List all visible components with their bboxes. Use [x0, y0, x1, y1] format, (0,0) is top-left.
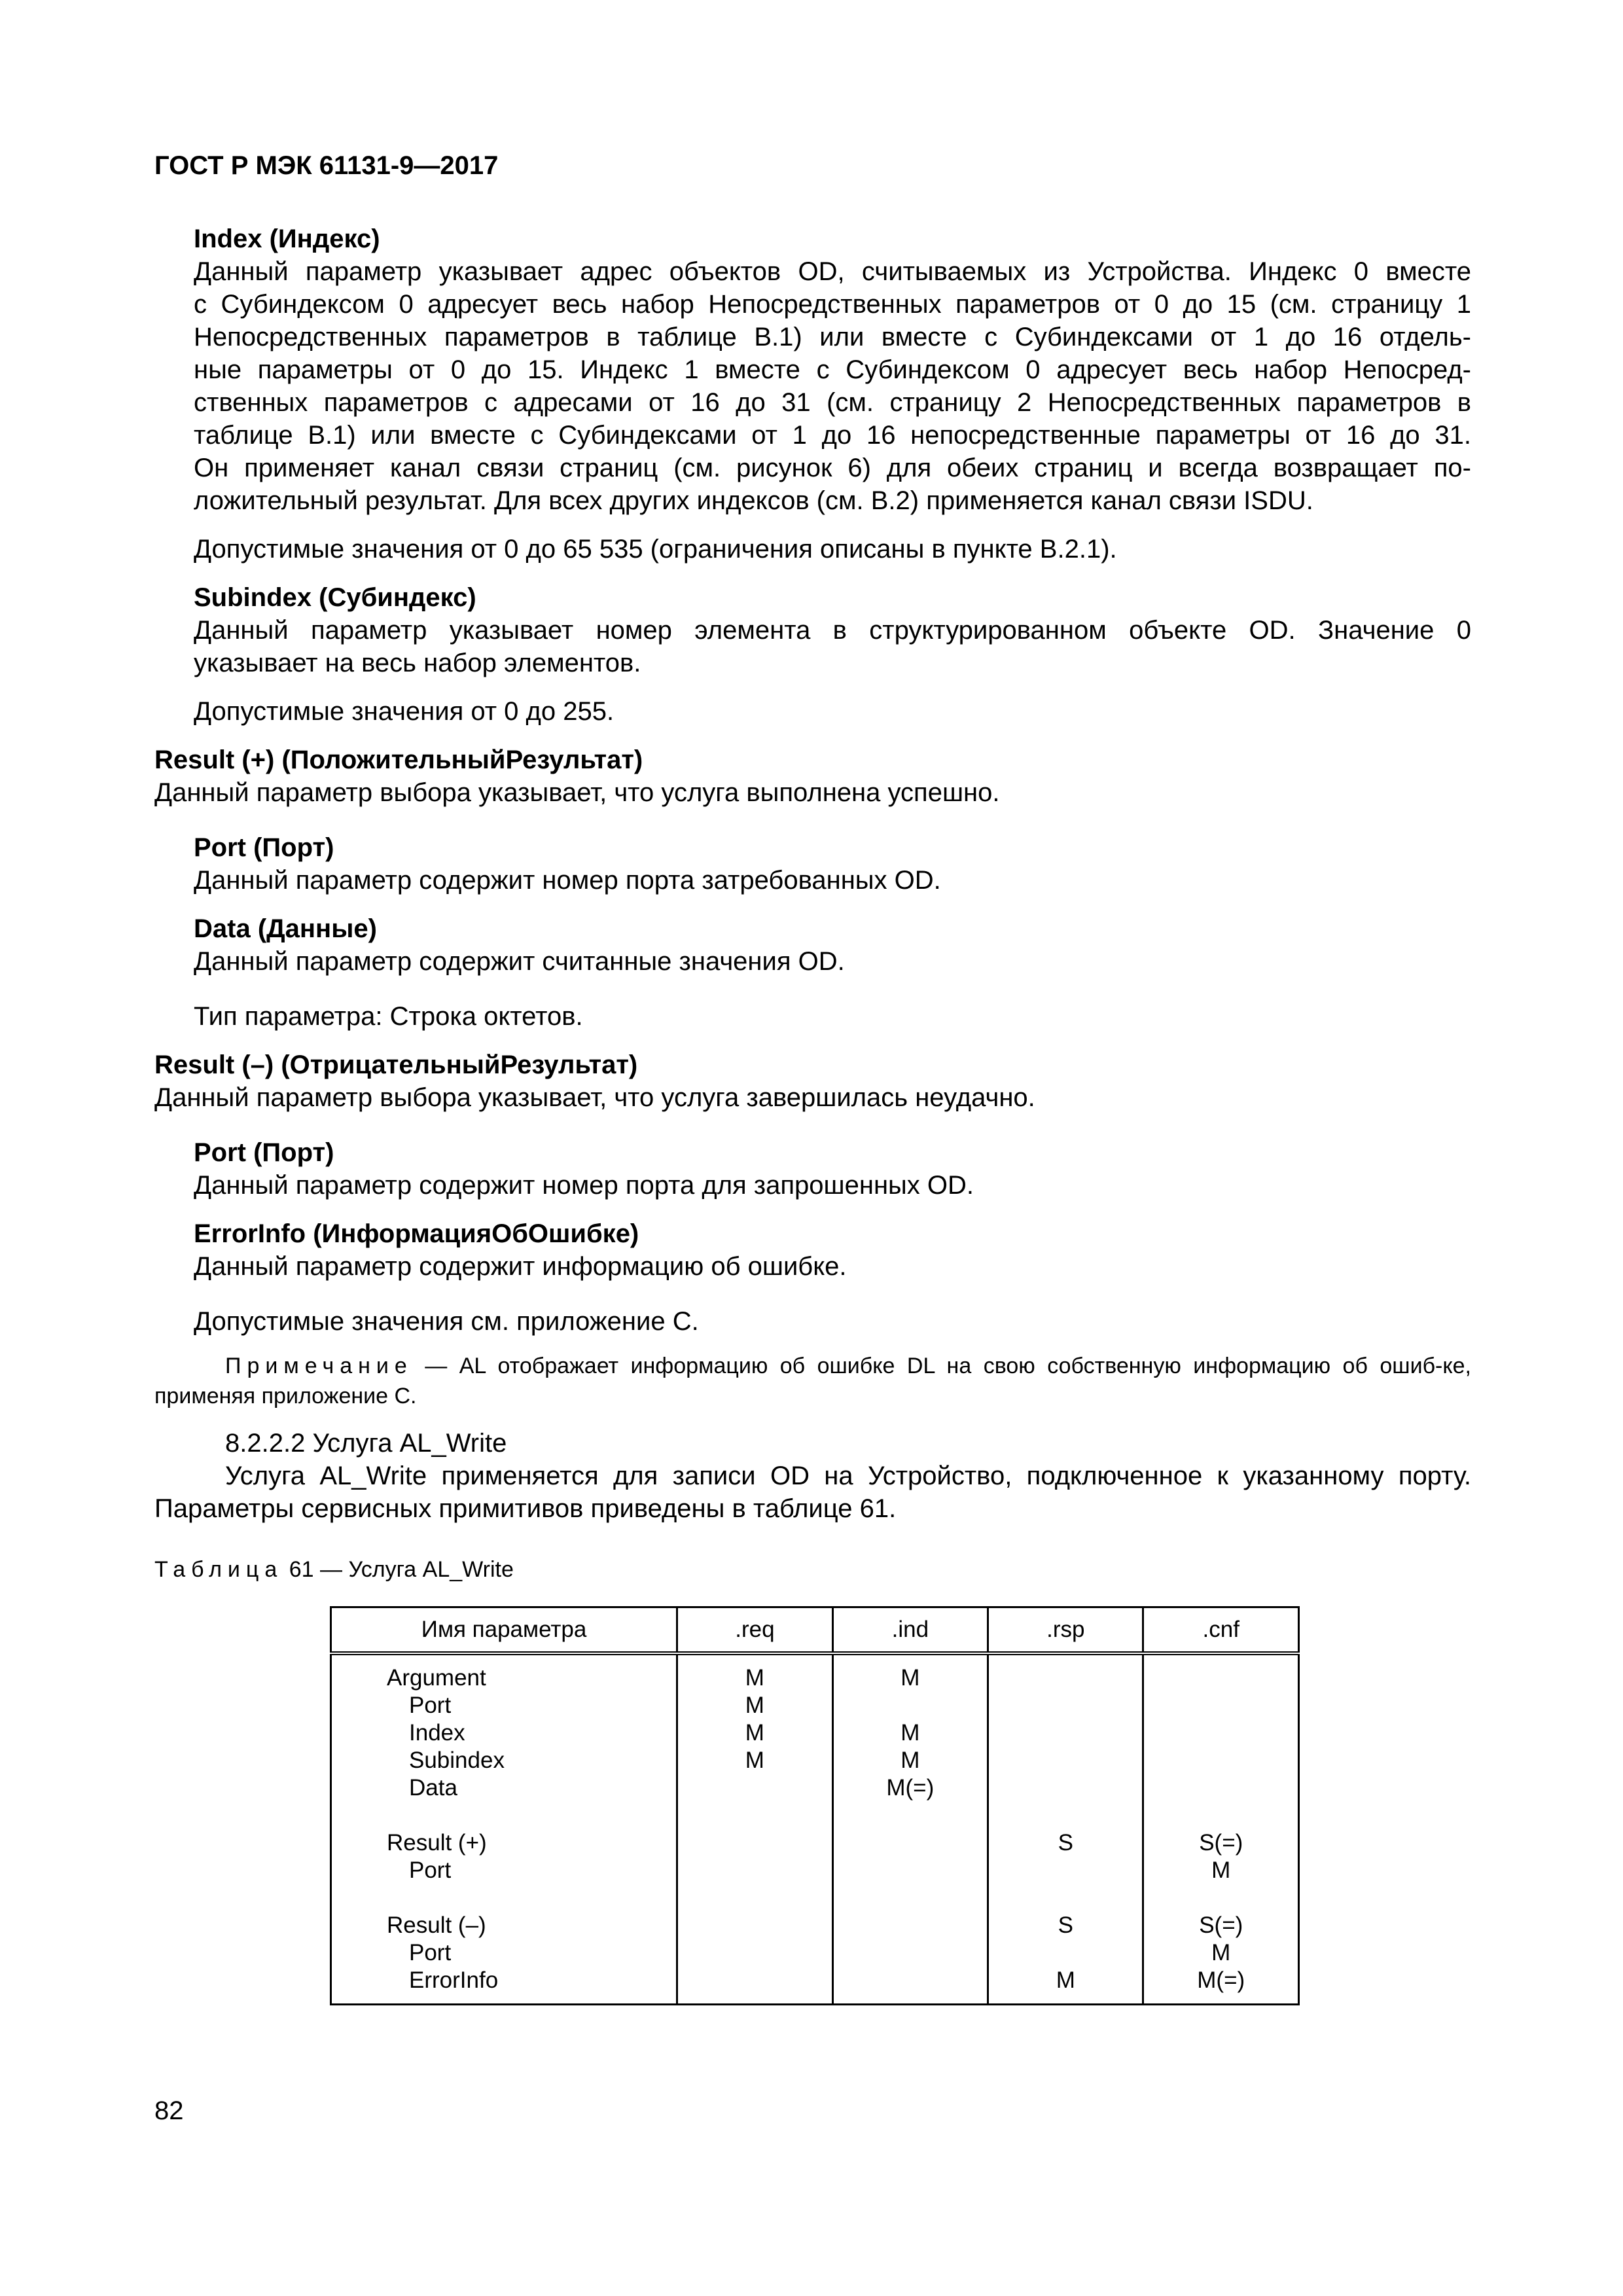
- table-cell: S(=): [1143, 1912, 1299, 1939]
- errorinfo-section: [194, 1217, 1471, 1338]
- table-cell: M: [988, 1967, 1143, 2005]
- text-line: Данный параметр указывает номер элемента в структурированном объекте OD. Значение 0: [194, 616, 1471, 645]
- table-cell: [988, 1692, 1143, 1719]
- text-line: ственных параметров с адресами от 16 до 31 (см. страницу 2 Непосредственных параметров в: [194, 388, 1471, 417]
- table-cell: Argument: [331, 1653, 677, 1692]
- table-cell: Port: [331, 1692, 677, 1719]
- index-description: [194, 255, 1471, 517]
- data-heading: Data (Данные): [194, 914, 377, 943]
- text-line: ные параметры от 0 до 15. Индекс 1 вместе с Субиндексом 0 адресует весь набор Непосред-: [194, 355, 1471, 384]
- port-description: Данный параметр содержит номер порта затребованных OD.: [194, 866, 941, 895]
- table-cell: M: [1143, 1857, 1299, 1884]
- errorinfo-heading: ErrorInfo (ИнформацияОбОшибке): [194, 1219, 639, 1248]
- table-cell: Port: [331, 1939, 677, 1967]
- table-header-cell: .cnf: [1143, 1607, 1299, 1654]
- errorinfo-description: Данный параметр содержит информацию об ошибке.: [194, 1252, 847, 1281]
- page-content: [154, 223, 1471, 2005]
- table-cell: [677, 1912, 832, 1939]
- subindex-heading: Subindex (Субиндекс): [194, 583, 476, 612]
- table-cell: Data: [331, 1774, 677, 1802]
- text-line: с Субиндексом 0 адресует весь набор Непосредственных параметров от 0 до 15 (см. страницу 1: [194, 290, 1471, 319]
- table-cell: [677, 1829, 832, 1857]
- index-permitted-values: Допустимые значения от 0 до 65 535 (ограничения описаны в пункте B.2.1).: [194, 535, 1117, 564]
- table-cell: Result (–): [331, 1912, 677, 1939]
- table-cell: M(=): [1143, 1967, 1299, 2005]
- table-cell: S: [988, 1912, 1143, 1939]
- result-negative-description: Данный параметр выбора указывает, что услуга завершилась неудачно.: [154, 1083, 1035, 1112]
- result-positive-section: [154, 744, 1471, 809]
- port-description: Данный параметр содержит номер порта для запрошенных OD.: [194, 1171, 974, 1200]
- table-cell: [832, 1967, 988, 2005]
- table-cell: M: [1143, 1939, 1299, 1967]
- subsection-text: Услуга AL_Write применяется для записи OD на Устройство, подключенное к указанному порту. Параметры сервисных примитивов приведены в таблице 61.: [154, 1462, 1471, 1523]
- table-row: [331, 1774, 1299, 1802]
- table-cell: [1143, 1719, 1299, 1747]
- subindex-permitted-values: Допустимые значения от 0 до 255.: [194, 697, 615, 726]
- table-cell: [1143, 1747, 1299, 1774]
- document-header: ГОСТ Р МЭК 61131-9—2017: [154, 151, 499, 180]
- data-description: Данный параметр содержит считанные значения OD.: [194, 947, 845, 976]
- table-cell: [988, 1939, 1143, 1967]
- table-header-cell: .rsp: [988, 1607, 1143, 1654]
- table-cell: S(=): [1143, 1829, 1299, 1857]
- table-spacer-row: [331, 1802, 1299, 1829]
- note: [154, 1351, 1471, 1411]
- table-cell: M: [677, 1653, 832, 1692]
- table-cell: M: [677, 1692, 832, 1719]
- table-cell: M: [677, 1719, 832, 1747]
- table-cell: M: [832, 1653, 988, 1692]
- table-caption: [154, 1555, 1471, 1584]
- table-row: [331, 1857, 1299, 1884]
- table-row: [331, 1912, 1299, 1939]
- note-text: — AL отображает информацию об ошибке DL на свою собственную информацию об ошиб-ке, применяя приложение C.: [154, 1354, 1471, 1408]
- table-cell: [832, 1692, 988, 1719]
- port-section: [194, 1136, 1471, 1202]
- table-cell: Subindex: [331, 1747, 677, 1774]
- table-row: [331, 1747, 1299, 1774]
- table-row: [331, 1967, 1299, 2005]
- table-cell: [988, 1747, 1143, 1774]
- text-line: Данный параметр указывает адрес объектов OD, считываемых из Устройства. Индекс 0 вместе: [194, 257, 1471, 286]
- table-cell: [832, 1829, 988, 1857]
- table-row: [331, 1829, 1299, 1857]
- note-label: Примечание: [225, 1354, 413, 1378]
- text-line: указывает на весь набор элементов.: [194, 649, 641, 677]
- table-header-cell: .req: [677, 1607, 832, 1654]
- table-cell: Index: [331, 1719, 677, 1747]
- port-heading: Port (Порт): [194, 833, 334, 862]
- data-type: Тип параметра: Строка октетов.: [194, 1002, 583, 1031]
- table-cell: [677, 1967, 832, 2005]
- index-section: [194, 223, 1471, 565]
- table-cell: [988, 1774, 1143, 1802]
- table-spacer-row: [331, 1884, 1299, 1912]
- table-row: [331, 1719, 1299, 1747]
- table-caption-text: 61 — Услуга AL_Write: [283, 1557, 514, 1582]
- table-cell: [1143, 1653, 1299, 1692]
- table-cell: M: [832, 1719, 988, 1747]
- table-cell: [832, 1912, 988, 1939]
- text-line: ложительный результат. Для всех других индексов (см. B.2) применяется канал связи ISDU.: [194, 486, 1313, 515]
- errorinfo-permitted-values: Допустимые значения см. приложение C.: [194, 1307, 699, 1336]
- table-header-cell: .ind: [832, 1607, 988, 1654]
- table-row: [331, 1692, 1299, 1719]
- result-negative-section: [154, 1049, 1471, 1114]
- page-number: 82: [154, 2096, 184, 2125]
- subindex-section: [194, 581, 1471, 728]
- table-cell: M: [677, 1747, 832, 1774]
- data-section: [194, 912, 1471, 1033]
- table-cell: M(=): [832, 1774, 988, 1802]
- table-cell: ErrorInfo: [331, 1967, 677, 2005]
- index-heading: Index (Индекс): [194, 224, 380, 253]
- port-section: [194, 831, 1471, 897]
- table-header-row: [331, 1607, 1299, 1654]
- table-row: [331, 1653, 1299, 1692]
- table-cell: [832, 1939, 988, 1967]
- parameters-table: [330, 1606, 1300, 2005]
- table-cell: [677, 1939, 832, 1967]
- table-cell: [1143, 1692, 1299, 1719]
- result-positive-heading: Result (+) (ПоложительныйРезультат): [154, 745, 643, 774]
- result-positive-description: Данный параметр выбора указывает, что услуга выполнена успешно.: [154, 778, 1000, 807]
- table-cell: [832, 1857, 988, 1884]
- table-cell: [677, 1774, 832, 1802]
- table-cell: [1143, 1774, 1299, 1802]
- table-cell: [988, 1719, 1143, 1747]
- table-cell: Result (+): [331, 1829, 677, 1857]
- table-cell: S: [988, 1829, 1143, 1857]
- table-caption-label: Таблица: [154, 1557, 283, 1582]
- table-cell: [988, 1653, 1143, 1692]
- table-cell: M: [832, 1747, 988, 1774]
- table-cell: Port: [331, 1857, 677, 1884]
- text-line: таблице B.1) или вместе с Субиндексами от 1 до 16 непосредственные параметры от 16 до 31.: [194, 421, 1471, 450]
- subsection-title: 8.2.2.2 Услуга AL_Write: [225, 1429, 507, 1458]
- result-negative-heading: Result (–) (ОтрицательныйРезультат): [154, 1050, 638, 1079]
- table-header-cell: Имя параметра: [331, 1607, 677, 1654]
- text-line: Непосредственных параметров в таблице B.1) или вместе с Субиндексами от 1 до 16 отдель-: [194, 323, 1471, 351]
- table-cell: [677, 1857, 832, 1884]
- table-row: [331, 1939, 1299, 1967]
- table-cell: [988, 1857, 1143, 1884]
- text-line: Он применяет канал связи страниц (см. рисунок 6) для обеих страниц и всегда возвращает по-: [194, 454, 1471, 482]
- port-heading: Port (Порт): [194, 1138, 334, 1167]
